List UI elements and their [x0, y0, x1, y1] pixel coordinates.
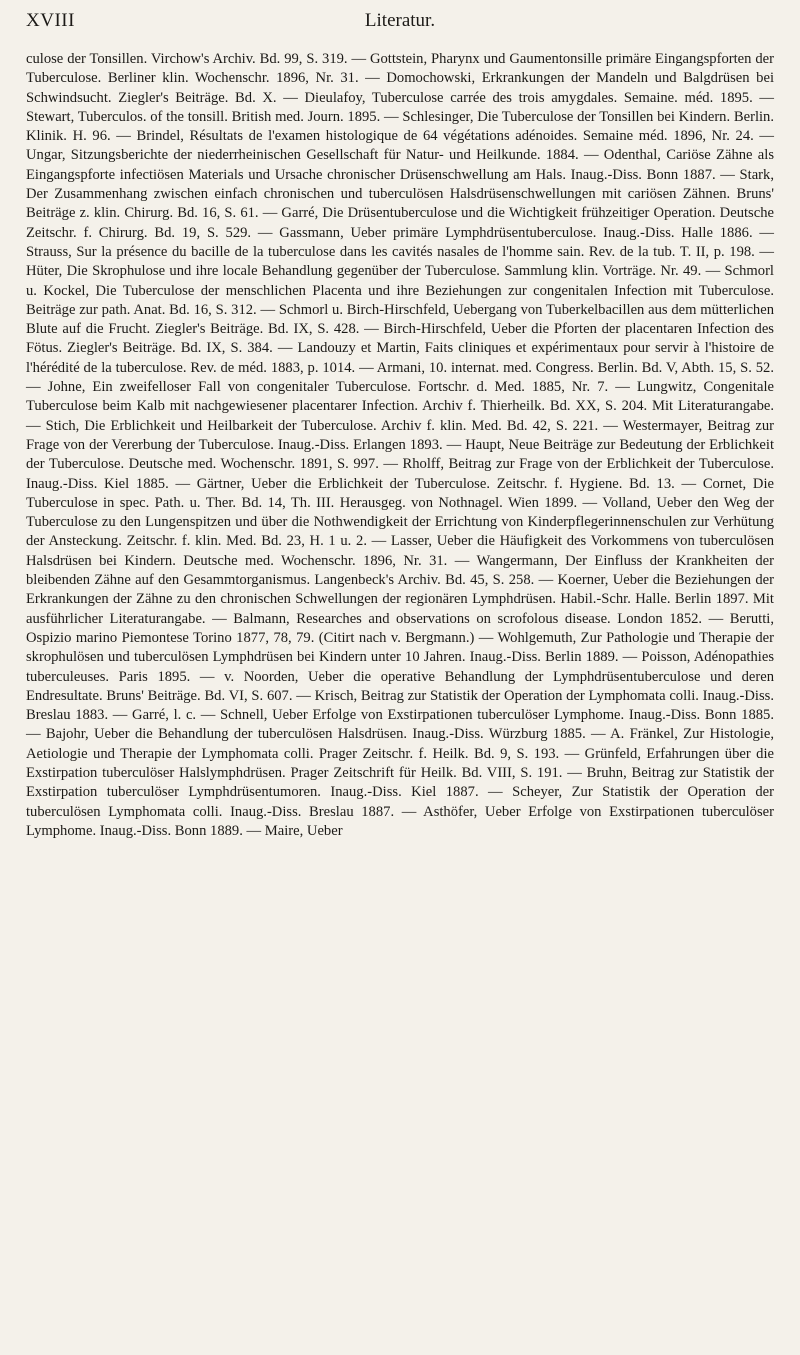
- running-title: Literatur.: [364, 10, 436, 31]
- page-number: XVIII: [26, 10, 75, 31]
- page-header: [26, 10, 774, 44]
- bibliography-text: [26, 50, 774, 841]
- bibliography-paragraph: culose der Tonsillen. Virchow's Archiv. Bd. 99, S. 319. — Gottstein, Pharynx und Gaumentonsille primäre Eingangspforten der Tuberculose. Berliner klin. Wochenschr. 1896, Nr. 31. — Domochowski, Erkrankungen der Mandeln und Balgdrüsen bei Schwindsucht. Ziegler's Beiträge. Bd. X. — Dieulafoy, Tuberculose carrée des trois amygdales. Semaine. méd. 1895. — Stewart, Tuberculos. of the tonsill. British med. Journ. 1895. — Schlesinger, Die Tuberculose der Tonsillen bei Kindern. Berlin. Klinik. H. 96. — Brindel, Résultats de l'examen histologique de 64 végétations adénoides. Semaine méd. 1896, Nr. 24. — Ungar, Sitzungsberichte der niederrheinischen Gesellschaft für Natur- und Heilkunde. 1884. — Odenthal, Cariöse Zähne als Eingangspforte infectiösen Materials und Ursache chronischer Drüsenschwellung am Hals. Inaug.-Diss. Bonn 1887. — Stark, Der Zusammenhang zwischen einfach chronischen und tuberculösen Halsdrüsenschwellungen mit cariösen Zähnen. Bruns' Beiträge z. klin. Chirurg. Bd. 16, S. 61. — Garré, Die Drüsentuberculose und die Wichtigkeit frühzeitiger Operation. Deutsche Zeitschr. f. Chirurg. Bd. 19, S. 529. — Gassmann, Ueber primäre Lymphdrüsentuberculose. Inaug.-Diss. Halle 1886. — Strauss, Sur la présence du bacille de la tuberculose dans les cavités nasales de l'homme sain. Rev. de la tub. T. II, p. 198. — Hüter, Die Skrophulose und ihre locale Behandlung gegenüber der Tuberculose. Sammlung klin. Vorträge. Nr. 49. — Schmorl u. Kockel, Die Tuberculose der menschlichen Placenta und ihre Beziehungen zur congenitalen Infection mit Tuberculose. Beiträge zur path. Anat. Bd. 16, S. 312. — Schmorl u. Birch-Hirschfeld, Uebergang von Tuberkelbacillen aus dem mütterlichen Blute auf die Frucht. Ziegler's Beiträge. Bd. IX, S. 428. — Birch-Hirschfeld, Ueber die Pforten der placentaren Infection des Fötus. Ziegler's Beiträge. Bd. IX, S. 384. — Landouzy et Martin, Faits cliniques et expérimentaux pour servir à l'histoire de l'hérédité de la tuberculose. Rev. de méd. 1883, p. 1014. — Armani, 10. internat. med. Congress. Berlin. Bd. V, Abth. 15, S. 52. — Johne, Ein zweifelloser Fall von congenitaler Tuberculose. Fortschr. d. Med. 1885, Nr. 7. — Lungwitz, Congenitale Tuberculose beim Kalb mit nachgewiesener placentarer Infection. Archiv f. Thierheilk. Bd. XX, S. 204. Mit Literaturangabe. — Stich, Die Erblichkeit und Heilbarkeit der Tuberculose. Archiv f. klin. Med. Bd. 42, S. 221. — Westermayer, Beitrag zur Frage von der Vererbung der Tuberculose. Inaug.-Diss. Erlangen 1893. — Haupt, Neue Beiträge zur Bedeutung der Erblichkeit der Tuberculose. Deutsche med. Wochenschr. 1891, S. 997. — Rholff, Beitrag zur Frage von der Erblichkeit der Tuberculose. Inaug.-Diss. Kiel 1885. — Gärtner, Ueber die Erblichkeit der Tuberculose. Zeitschr. f. Hygiene. Bd. 13. — Cornet, Die Tuberculose in spec. Path. u. Ther. Bd. 14, Th. III. Herausgeg. von Nothnagel. Wien 1899. — Volland, Ueber den Weg der Tuberculose zu den Lungenspitzen und über die Nothwendigkeit der Errichtung von Kinderpflegerinnenschulen zur Verhütung der Ansteckung. Zeitschr. f. klin. Med. Bd. 23, H. 1 u. 2. — Lasser, Ueber die Häufigkeit des Vorkommens von tuberculösen Halsdrüsen bei Kindern. Deutsche med. Wochenschr. 1896, Nr. 31. — Wangermann, Der Einfluss der Krankheiten der bleibenden Zähne auf den Gesammtorganismus. Langenbeck's Archiv. Bd. 45, S. 258. — Koerner, Ueber die Beziehungen der Erkrankungen der Zähne zu den chronischen Schwellungen der regionären Lymphdrüsen. Habil.-Schr. Halle. Berlin 1897. Mit ausführlicher Literaturangabe. — Balmann, Researches and observations on scrofolous disease. London 1852. — Berutti, Ospizio marino Piemontese Torino 1877, 78, 79. (Citirt nach v. Bergmann.) — Wohlgemuth, Zur Pathologie und Therapie der skrophulösen und tuberculösen Lymphdrüsen bei Kindern unter 10 Jahren. Inaug.-Diss. Berlin 1889. — Poisson, Adénopathies tuberculeuses. Paris 1895. — v. Noorden, Ueber die operative Behandlung der Lymphdrüsentuberculose und deren Endresultate. Bruns' Beiträge. Bd. VI, S. 607. — Krisch, Beitrag zur Statistik der Operation der Lymphomata colli. Inaug.-Diss. Breslau 1883. — Garré, l. c. — Schnell, Ueber Erfolge von Exstirpationen tuberculöser Lymphome. Inaug.-Diss. Bonn 1885. — Bajohr, Ueber die Behandlung der tuberculösen Halsdrüsen. Inaug.-Diss. Würzburg 1885. — A. Fränkel, Zur Histologie, Aetiologie und Therapie der Lymphomata colli. Prager Zeitschr. f. Heilk. Bd. 9, S. 193. — Grünfeld, Erfahrungen über die Exstirpation tuberculöser Halslymphdrüsen. Prager Zeitschrift für Heilk. Bd. VIII, S. 191. — Bruhn, Beitrag zur Statistik der Exstirpation tuberculöser Lymphdrüsentumoren. Inaug.-Diss. Kiel 1887. — Scheyer, Zur Statistik der Operation der tuberculösen Lymphomata colli. Inaug.-Diss. Breslau 1887. — Asthöfer, Ueber Erfolge von Exstirpationen tuberculöser Lymphome. Inaug.-Diss. Bonn 1889. — Maire, Ueber: [26, 51, 774, 839]
